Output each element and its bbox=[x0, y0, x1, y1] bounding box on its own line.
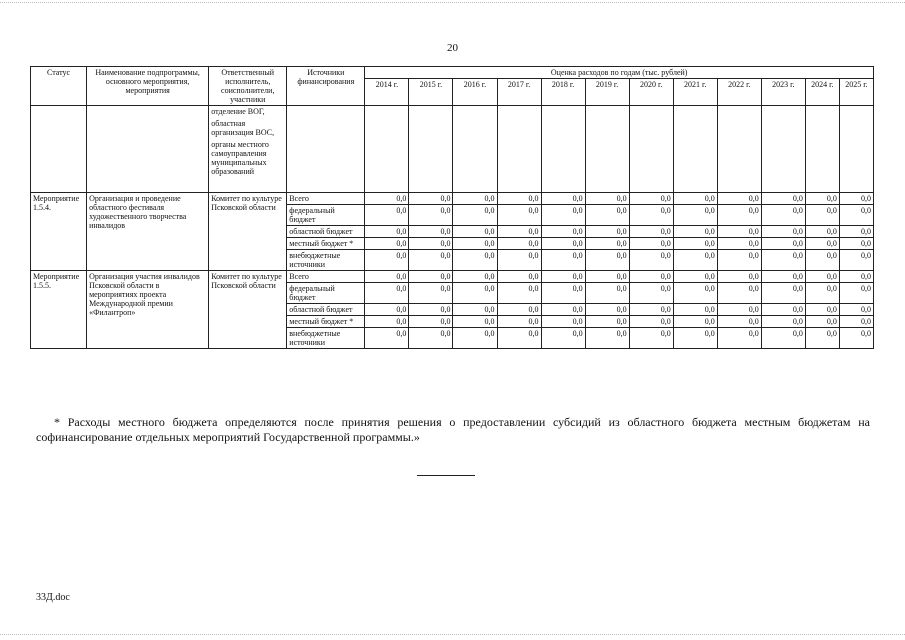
expense-value: 0,0 bbox=[409, 328, 453, 349]
expense-value: 0,0 bbox=[761, 328, 805, 349]
expense-value: 0,0 bbox=[805, 226, 839, 238]
expense-value: 0,0 bbox=[805, 316, 839, 328]
table-body bbox=[31, 106, 874, 349]
expense-value: 0,0 bbox=[673, 226, 717, 238]
continuation-participant: отделение ВОГ, bbox=[211, 107, 265, 116]
header-sources: Источники финансирования bbox=[287, 67, 365, 106]
expense-value: 0,0 bbox=[717, 328, 761, 349]
expense-value: 0,0 bbox=[541, 226, 585, 238]
funding-source: местный бюджет * bbox=[287, 316, 365, 328]
expense-value: 0,0 bbox=[453, 271, 497, 283]
cont-status-cell bbox=[31, 106, 87, 193]
expense-value: 0,0 bbox=[541, 250, 585, 271]
expense-value: 0,0 bbox=[409, 193, 453, 205]
expense-value: 0,0 bbox=[839, 238, 873, 250]
expense-value: 0,0 bbox=[541, 271, 585, 283]
expense-value: 0,0 bbox=[541, 193, 585, 205]
expense-value: 0,0 bbox=[805, 250, 839, 271]
expense-value: 0,0 bbox=[365, 250, 409, 271]
expense-value: 0,0 bbox=[453, 250, 497, 271]
header-name: Наименование подпрограммы, основного мероприятия, мероприятия bbox=[87, 67, 209, 106]
year-header: 2014 г. bbox=[365, 79, 409, 106]
expense-value: 0,0 bbox=[409, 238, 453, 250]
funding-source: федеральный бюджет bbox=[287, 283, 365, 304]
expense-value: 0,0 bbox=[541, 205, 585, 226]
expense-value: 0,0 bbox=[585, 250, 629, 271]
expense-value: 0,0 bbox=[409, 304, 453, 316]
year-header: 2022 г. bbox=[717, 79, 761, 106]
funding-source: внебюджетные источники bbox=[287, 328, 365, 349]
expense-value: 0,0 bbox=[629, 226, 673, 238]
expense-value: 0,0 bbox=[453, 283, 497, 304]
activity-name: Организация и проведение областного фестиваля художественного творчества инвалидов bbox=[87, 193, 209, 271]
cont-value-cell bbox=[839, 106, 873, 193]
expense-value: 0,0 bbox=[541, 328, 585, 349]
expense-value: 0,0 bbox=[717, 271, 761, 283]
expense-value: 0,0 bbox=[717, 304, 761, 316]
expense-value: 0,0 bbox=[365, 238, 409, 250]
cont-value-cell bbox=[365, 106, 409, 193]
expense-value: 0,0 bbox=[497, 304, 541, 316]
activity-status: Мероприятие 1.5.4. bbox=[31, 193, 87, 271]
year-header: 2015 г. bbox=[409, 79, 453, 106]
activity-responsible: Комитет по культуре Псковской области bbox=[209, 193, 287, 271]
cont-value-cell bbox=[629, 106, 673, 193]
continuation-row bbox=[31, 106, 874, 193]
expense-value: 0,0 bbox=[497, 283, 541, 304]
expense-value: 0,0 bbox=[497, 328, 541, 349]
expense-value: 0,0 bbox=[453, 238, 497, 250]
expense-value: 0,0 bbox=[673, 304, 717, 316]
expense-value: 0,0 bbox=[761, 283, 805, 304]
expense-value: 0,0 bbox=[839, 271, 873, 283]
expense-value: 0,0 bbox=[497, 205, 541, 226]
cont-value-cell bbox=[409, 106, 453, 193]
activity-status: Мероприятие 1.5.5. bbox=[31, 271, 87, 349]
expense-value: 0,0 bbox=[717, 205, 761, 226]
header-status: Статус bbox=[31, 67, 87, 106]
expense-value: 0,0 bbox=[365, 226, 409, 238]
year-header: 2017 г. bbox=[497, 79, 541, 106]
expense-value: 0,0 bbox=[585, 271, 629, 283]
expense-value: 0,0 bbox=[585, 226, 629, 238]
expense-value: 0,0 bbox=[673, 316, 717, 328]
cont-name-cell bbox=[87, 106, 209, 193]
year-header: 2024 г. bbox=[805, 79, 839, 106]
expense-value: 0,0 bbox=[673, 238, 717, 250]
expense-value: 0,0 bbox=[717, 238, 761, 250]
expense-value: 0,0 bbox=[629, 250, 673, 271]
expense-value: 0,0 bbox=[497, 250, 541, 271]
expense-value: 0,0 bbox=[761, 238, 805, 250]
cont-value-cell bbox=[717, 106, 761, 193]
expense-value: 0,0 bbox=[365, 316, 409, 328]
expense-value: 0,0 bbox=[541, 238, 585, 250]
expense-value: 0,0 bbox=[453, 226, 497, 238]
expense-value: 0,0 bbox=[839, 283, 873, 304]
expense-value: 0,0 bbox=[761, 193, 805, 205]
expense-value: 0,0 bbox=[365, 304, 409, 316]
activity-responsible: Комитет по культуре Псковской области bbox=[209, 271, 287, 349]
expense-value: 0,0 bbox=[453, 328, 497, 349]
activity-name: Организация участия инвалидов Псковской области в мероприятиях проекта Международной премии «Филантроп» bbox=[87, 271, 209, 349]
scan-edge-top bbox=[0, 2, 905, 3]
expense-value: 0,0 bbox=[673, 250, 717, 271]
expense-value: 0,0 bbox=[629, 271, 673, 283]
expense-value: 0,0 bbox=[805, 271, 839, 283]
year-header: 2021 г. bbox=[673, 79, 717, 106]
expense-value: 0,0 bbox=[497, 226, 541, 238]
expense-value: 0,0 bbox=[497, 238, 541, 250]
expense-value: 0,0 bbox=[839, 316, 873, 328]
expense-value: 0,0 bbox=[585, 205, 629, 226]
expense-value: 0,0 bbox=[839, 205, 873, 226]
expense-value: 0,0 bbox=[717, 283, 761, 304]
year-header: 2016 г. bbox=[453, 79, 497, 106]
cont-value-cell bbox=[673, 106, 717, 193]
funding-source: Всего bbox=[287, 193, 365, 205]
expense-value: 0,0 bbox=[409, 271, 453, 283]
expense-value: 0,0 bbox=[839, 304, 873, 316]
expense-value: 0,0 bbox=[497, 193, 541, 205]
expense-value: 0,0 bbox=[839, 250, 873, 271]
header-expenses: Оценка расходов по годам (тыс. рублей) bbox=[365, 67, 874, 79]
file-name: 33Д.doc bbox=[36, 592, 70, 603]
expense-value: 0,0 bbox=[585, 283, 629, 304]
expense-value: 0,0 bbox=[365, 328, 409, 349]
table-row bbox=[31, 193, 874, 205]
footnote: * Расходы местного бюджета определяются после принятия решения о предоставлении субсидий из областного бюджета местным бюджетам на софинансирование отдельных мероприятий Государственной программы.» bbox=[36, 415, 870, 444]
expense-value: 0,0 bbox=[839, 328, 873, 349]
expense-value: 0,0 bbox=[365, 283, 409, 304]
expense-value: 0,0 bbox=[497, 316, 541, 328]
expense-value: 0,0 bbox=[541, 316, 585, 328]
expense-value: 0,0 bbox=[717, 193, 761, 205]
expense-value: 0,0 bbox=[629, 238, 673, 250]
continuation-participant: органы местного самоуправления муниципальных образований bbox=[211, 140, 269, 176]
year-header: 2020 г. bbox=[629, 79, 673, 106]
funding-source: Всего bbox=[287, 271, 365, 283]
expense-value: 0,0 bbox=[805, 205, 839, 226]
expense-value: 0,0 bbox=[453, 316, 497, 328]
expense-value: 0,0 bbox=[409, 226, 453, 238]
expense-value: 0,0 bbox=[839, 193, 873, 205]
expense-value: 0,0 bbox=[805, 193, 839, 205]
expense-value: 0,0 bbox=[761, 271, 805, 283]
cont-value-cell bbox=[541, 106, 585, 193]
expense-value: 0,0 bbox=[717, 226, 761, 238]
cont-value-cell bbox=[585, 106, 629, 193]
cont-value-cell bbox=[805, 106, 839, 193]
expense-value: 0,0 bbox=[761, 316, 805, 328]
expense-value: 0,0 bbox=[409, 205, 453, 226]
header-row bbox=[31, 67, 874, 79]
expense-value: 0,0 bbox=[805, 238, 839, 250]
expense-value: 0,0 bbox=[365, 271, 409, 283]
year-header: 2025 г. bbox=[839, 79, 873, 106]
expense-value: 0,0 bbox=[761, 226, 805, 238]
expense-value: 0,0 bbox=[805, 283, 839, 304]
expense-value: 0,0 bbox=[409, 283, 453, 304]
cont-source-cell bbox=[287, 106, 365, 193]
cont-value-cell bbox=[453, 106, 497, 193]
expense-value: 0,0 bbox=[761, 250, 805, 271]
expense-value: 0,0 bbox=[365, 193, 409, 205]
expense-value: 0,0 bbox=[629, 328, 673, 349]
funding-source: федеральный бюджет bbox=[287, 205, 365, 226]
expense-value: 0,0 bbox=[585, 304, 629, 316]
continuation-participant: областная организация ВОС, bbox=[211, 119, 275, 137]
year-header: 2018 г. bbox=[541, 79, 585, 106]
scan-edge-bottom bbox=[0, 634, 905, 635]
expense-value: 0,0 bbox=[761, 205, 805, 226]
expense-value: 0,0 bbox=[805, 328, 839, 349]
expense-value: 0,0 bbox=[541, 283, 585, 304]
cont-value-cell bbox=[761, 106, 805, 193]
expense-value: 0,0 bbox=[453, 205, 497, 226]
expense-value: 0,0 bbox=[585, 238, 629, 250]
expense-value: 0,0 bbox=[717, 316, 761, 328]
budget-table bbox=[30, 66, 874, 349]
expense-value: 0,0 bbox=[585, 193, 629, 205]
expense-value: 0,0 bbox=[629, 205, 673, 226]
expense-value: 0,0 bbox=[409, 250, 453, 271]
expense-value: 0,0 bbox=[629, 304, 673, 316]
expense-value: 0,0 bbox=[673, 271, 717, 283]
expense-value: 0,0 bbox=[629, 283, 673, 304]
expense-value: 0,0 bbox=[453, 304, 497, 316]
expense-value: 0,0 bbox=[673, 193, 717, 205]
expense-value: 0,0 bbox=[673, 328, 717, 349]
funding-source: областной бюджет bbox=[287, 226, 365, 238]
table-row bbox=[31, 271, 874, 283]
expense-value: 0,0 bbox=[673, 283, 717, 304]
expense-value: 0,0 bbox=[629, 193, 673, 205]
funding-source: областной бюджет bbox=[287, 304, 365, 316]
funding-source: местный бюджет * bbox=[287, 238, 365, 250]
expense-value: 0,0 bbox=[497, 271, 541, 283]
expense-value: 0,0 bbox=[585, 328, 629, 349]
expense-value: 0,0 bbox=[541, 304, 585, 316]
expense-value: 0,0 bbox=[717, 250, 761, 271]
expense-value: 0,0 bbox=[585, 316, 629, 328]
expense-value: 0,0 bbox=[673, 205, 717, 226]
expense-value: 0,0 bbox=[365, 205, 409, 226]
cont-responsible-cell bbox=[209, 106, 287, 193]
cont-value-cell bbox=[497, 106, 541, 193]
year-header: 2019 г. bbox=[585, 79, 629, 106]
header-responsible: Ответственный исполнитель, соисполнители, участники bbox=[209, 67, 287, 106]
year-header: 2023 г. bbox=[761, 79, 805, 106]
expense-value: 0,0 bbox=[629, 316, 673, 328]
expense-value: 0,0 bbox=[761, 304, 805, 316]
expense-value: 0,0 bbox=[409, 316, 453, 328]
expense-value: 0,0 bbox=[453, 193, 497, 205]
expense-value: 0,0 bbox=[805, 304, 839, 316]
expense-value: 0,0 bbox=[839, 226, 873, 238]
funding-source: внебюджетные источники bbox=[287, 250, 365, 271]
separator-line bbox=[417, 475, 475, 476]
page-number: 20 bbox=[447, 42, 458, 54]
